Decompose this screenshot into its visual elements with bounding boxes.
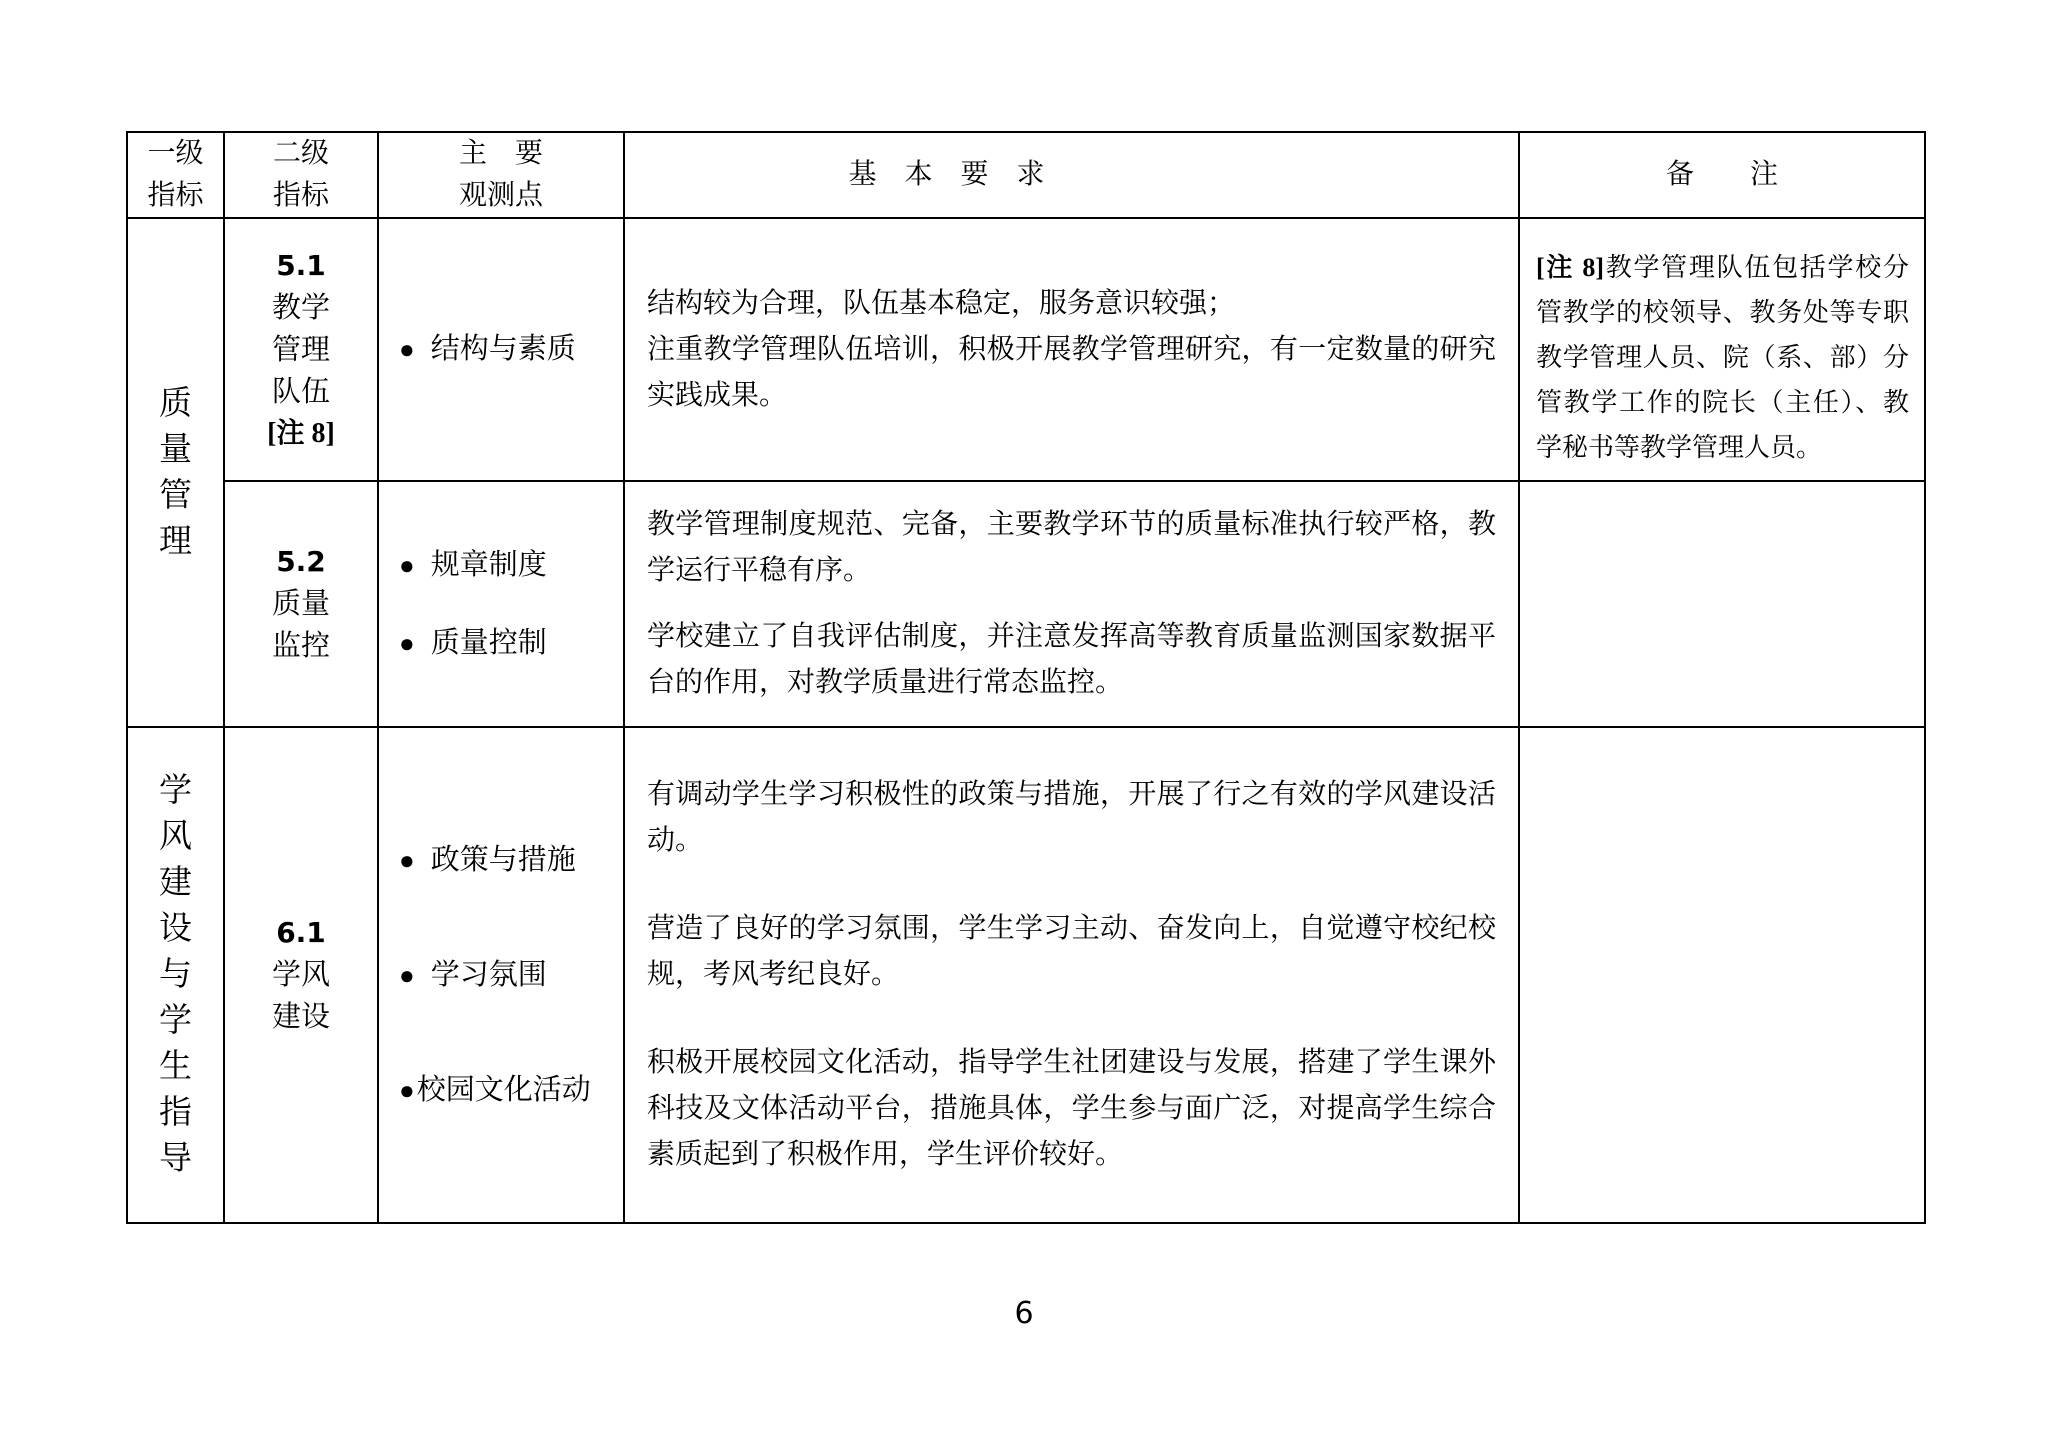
level2-line: 教学 — [271, 291, 330, 324]
requirement-paragraph: 结构较为合理，队伍基本稳定，服务意识较强； — [647, 287, 1236, 319]
observation-label: 学习氛围 — [430, 958, 547, 991]
level2-number: 6.1 — [276, 916, 326, 949]
level2-line: 质量 — [271, 588, 330, 620]
remark-text: 教学管理队伍包括学校分管教学的校领导、教务处等专职教学管理人员、院（系、部）分管教学工作的院长（主任）、教学秘书等教学管理人员。 — [1536, 253, 1909, 462]
remark-cell-empty — [1519, 481, 1925, 727]
bullet-icon: ● — [399, 1075, 415, 1105]
header-level2-indicator — [224, 132, 378, 218]
level2-number: 5.2 — [276, 545, 326, 578]
table-row — [127, 481, 1925, 727]
level2-line: 队伍 — [271, 375, 330, 408]
level1-label: 质量管理 — [159, 385, 192, 560]
level2-number: 5.1 — [276, 248, 326, 282]
observation-item — [399, 1069, 623, 1112]
observation-item — [399, 954, 623, 997]
header-line: 一级 — [147, 138, 204, 169]
observation-item — [399, 544, 623, 587]
observation-label: 质量控制 — [430, 626, 547, 659]
basic-requirements-cell — [624, 481, 1519, 727]
remark-cell-empty — [1519, 727, 1925, 1223]
level2-note-ref: [注 8] — [267, 417, 335, 449]
requirement-paragraph: 教学管理制度规范、完备，主要教学环节的质量标准执行较严格，教学运行平稳有序。 — [647, 509, 1496, 586]
level2-cell-5-2 — [224, 481, 378, 727]
header-line: 观测点 — [458, 180, 543, 211]
bullet-icon: ● — [399, 335, 415, 364]
observation-label: 结构与素质 — [430, 333, 576, 365]
page-number: 6 — [1014, 1296, 1034, 1331]
observation-points-cell — [378, 727, 624, 1223]
observation-points-cell — [378, 218, 624, 481]
header-line: 指标 — [147, 180, 204, 211]
observation-item — [399, 839, 623, 882]
level2-line: 管理 — [271, 333, 330, 366]
bullet-icon: ● — [399, 845, 415, 875]
observation-item — [399, 622, 623, 665]
header-basic-requirements: 基 本 要 求 — [624, 132, 1519, 218]
header-line: 主 要 — [458, 138, 543, 169]
bullet-icon: ● — [399, 550, 415, 580]
requirement-paragraph: 学校建立了自我评估制度，并注意发挥高等教育质量监测国家数据平台的作用，对教学质量进行常态监控。 — [647, 621, 1496, 698]
observation-label: 校园文化活动 — [416, 1073, 591, 1106]
level2-line: 建设 — [271, 1001, 330, 1033]
observation-item — [399, 328, 623, 371]
table-row — [127, 727, 1925, 1223]
basic-requirements-cell — [624, 727, 1519, 1223]
bullet-icon: ● — [399, 960, 415, 990]
header-remarks: 备 注 — [1519, 132, 1925, 218]
table-header-row — [127, 132, 1925, 218]
remark-paragraph — [1536, 245, 1909, 470]
level1-label: 学风建设与学生指导 — [159, 773, 192, 1177]
remark-cell — [1519, 218, 1925, 481]
level2-cell-5-1 — [224, 218, 378, 481]
level2-line: 学风 — [271, 959, 330, 991]
requirement-paragraph: 积极开展校园文化活动，指导学生社团建设与发展，搭建了学生课外科技及文体活动平台，措施具体，学生参与面广泛，对提高学生综合素质起到了积极作用，学生评价较好。 — [647, 1047, 1496, 1170]
header-line: 指标 — [272, 180, 329, 211]
level2-line: 监控 — [271, 630, 330, 662]
bullet-icon: ● — [399, 628, 415, 658]
header-observation-points — [378, 132, 624, 218]
observation-label: 政策与措施 — [430, 843, 576, 876]
level1-cell-study-style — [127, 727, 224, 1223]
header-level1-indicator — [127, 132, 224, 218]
observation-label: 规章制度 — [430, 548, 547, 581]
level1-cell-quality-management — [127, 218, 224, 727]
level2-cell-6-1 — [224, 727, 378, 1223]
requirement-paragraph: 营造了良好的学习氛围，学生学习主动、奋发向上，自觉遵守校纪校规，考风考纪良好。 — [647, 913, 1496, 990]
remark-note-prefix: [注 8] — [1536, 253, 1604, 282]
evaluation-table — [126, 131, 1926, 1224]
requirement-paragraph: 注重教学管理队伍培训，积极开展教学管理研究，有一定数量的研究实践成果。 — [647, 333, 1496, 411]
table-row — [127, 218, 1925, 481]
requirement-paragraph: 有调动学生学习积极性的政策与措施，开展了行之有效的学风建设活动。 — [647, 779, 1496, 856]
basic-requirements-cell — [624, 218, 1519, 481]
observation-points-cell — [378, 481, 624, 727]
header-line: 二级 — [272, 138, 329, 169]
